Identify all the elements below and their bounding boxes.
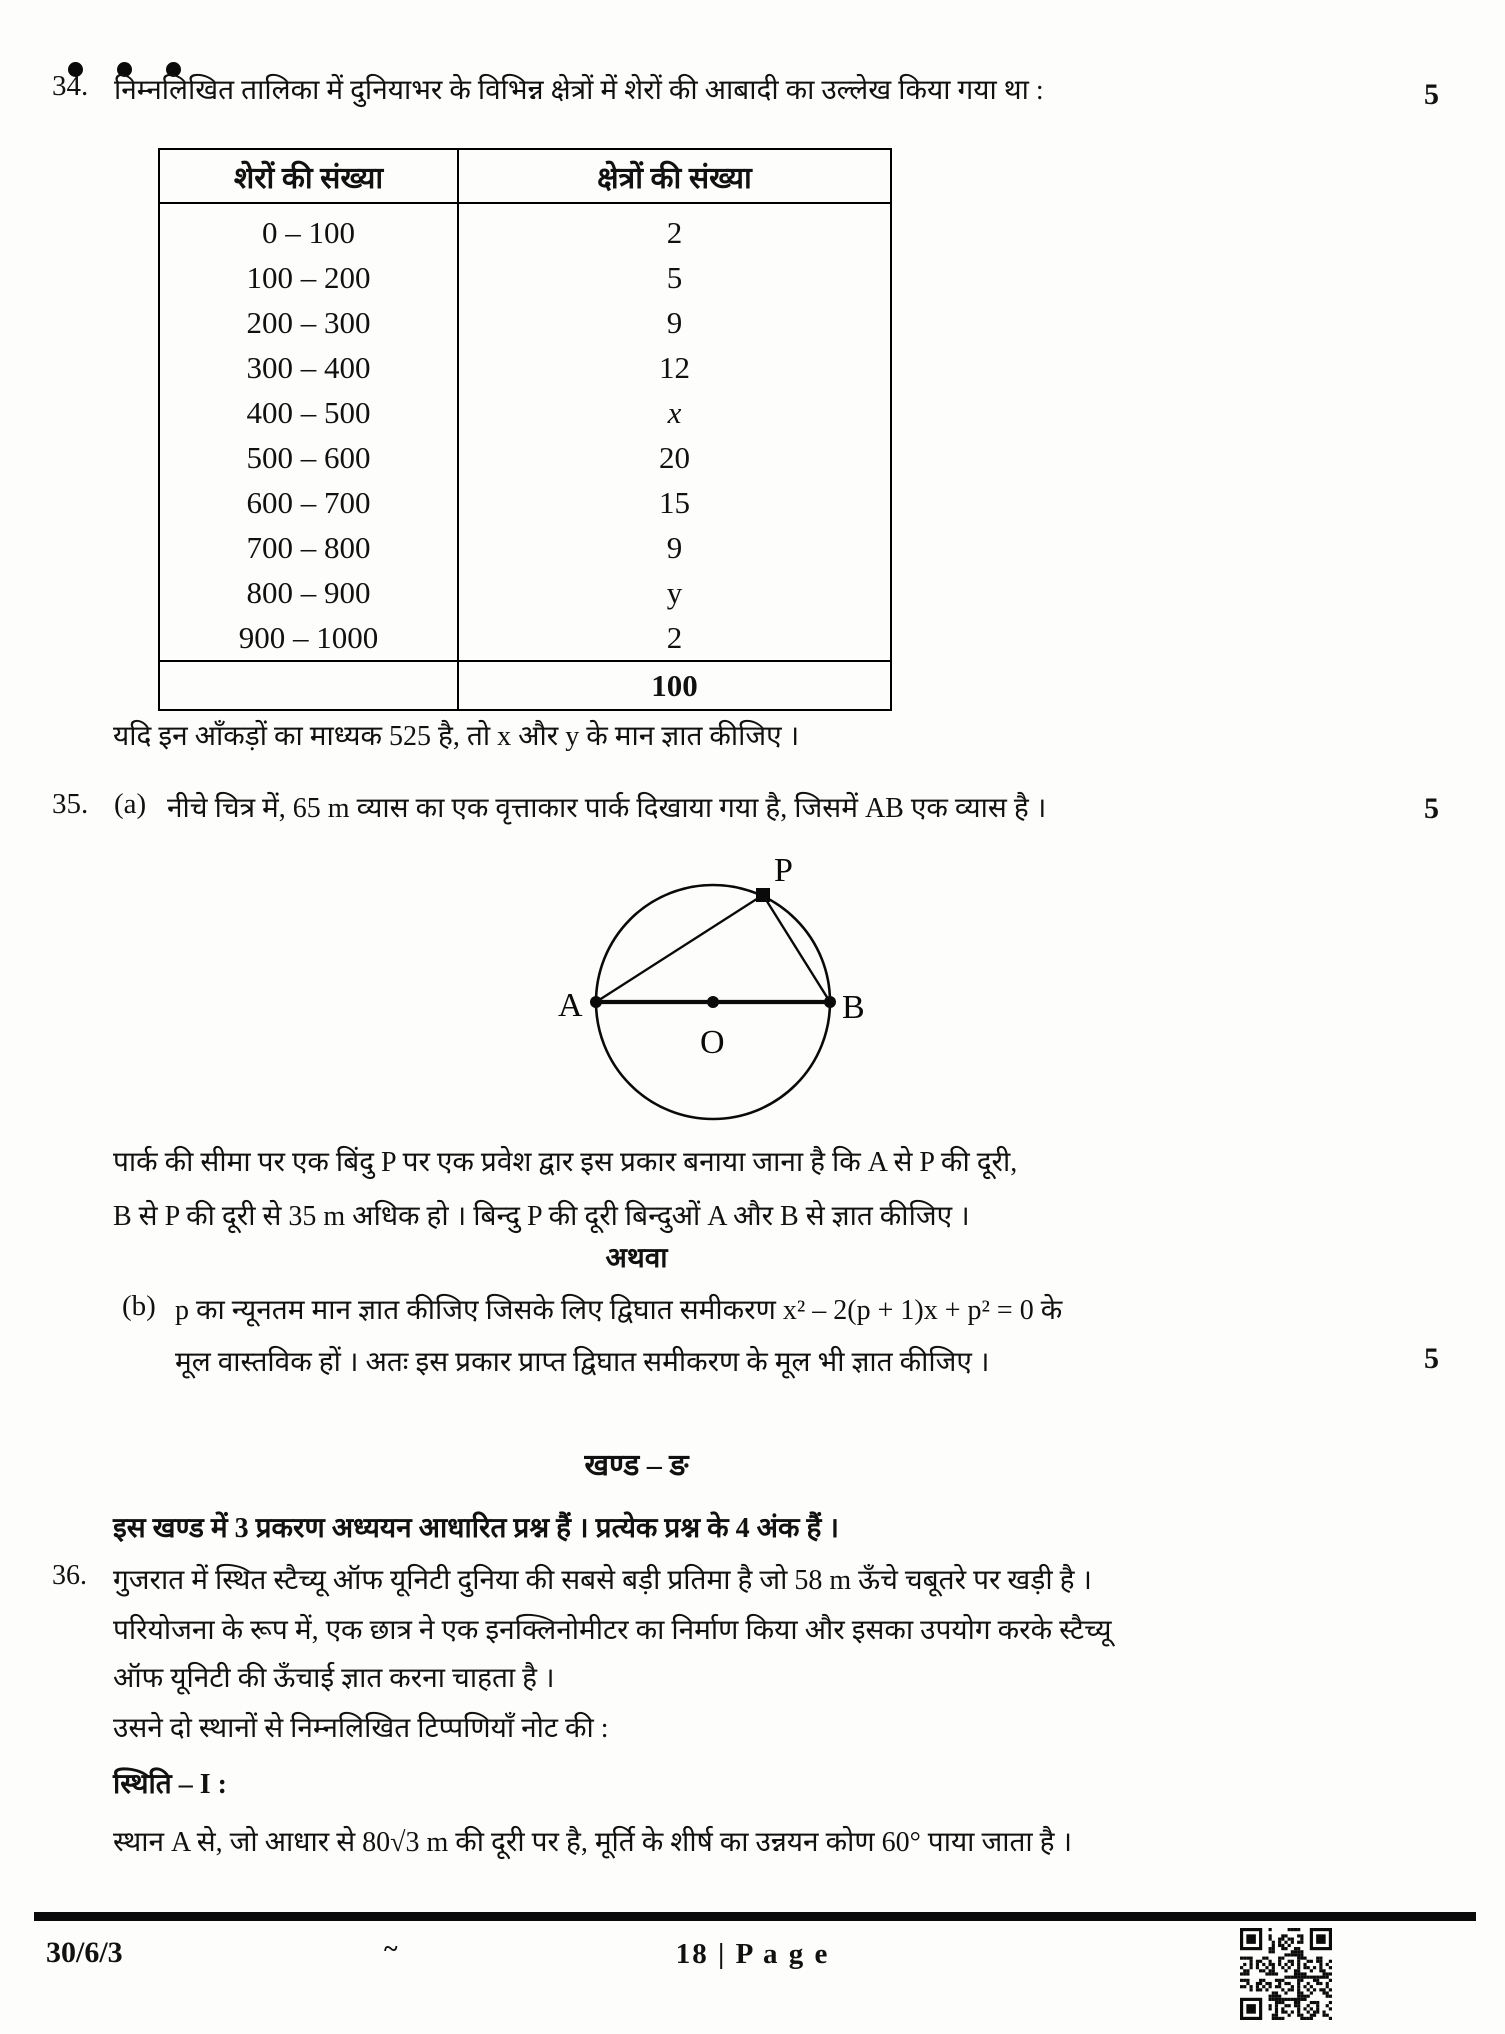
question-35a-para-line2: B से P की दूरी से 35 m अधिक हो । बिन्दु P की दूरी बिन्दुओं A और B से ज्ञात कीजिए । [113, 1201, 970, 1232]
question-35a [52, 788, 1046, 826]
footer-rule [34, 1912, 1476, 1921]
table-row [159, 300, 891, 345]
class-interval: 400 – 500 [246, 395, 371, 430]
frequency: 2 [458, 615, 891, 661]
question-36-line1: गुजरात में स्थित स्टैच्यू ऑफ यूनिटी दुनिया की सबसे बड़ी प्रतिमा है जो 58 m ऊँचे चबूतरे पर खड़ी है । [113, 1565, 1093, 1596]
page-number-label: 18 | P a g e [675, 1938, 830, 1970]
section-e-instruction: इस खण्ड में 3 प्रकरण अध्ययन आधारित प्रश्न हैं । प्रत्येक प्रश्न के 4 अंक हैं । [113, 1513, 840, 1544]
question-36-line4: उसने दो स्थानों से निम्नलिखित टिप्पणियाँ नोट की : [113, 1713, 609, 1744]
class-interval: 500 – 600 [246, 440, 371, 475]
question-35b-label: (b) [122, 1290, 156, 1322]
question-34-marks: 5 [1424, 78, 1439, 111]
chord-PB [763, 895, 830, 1002]
frequency: 9 [458, 525, 891, 570]
class-interval: 300 – 400 [246, 350, 371, 385]
footer-tilde: ~ [384, 1934, 398, 1963]
table-row [159, 203, 891, 255]
table-row [159, 390, 891, 435]
question-36-case1-label: स्थिति – I : [113, 1769, 227, 1800]
question-35a-marks: 5 [1424, 792, 1439, 825]
question-35b-line2: मूल वास्तविक हों । अतः इस प्रकार प्राप्त द्विघात समीकरण के मूल भी ज्ञात कीजिए । [175, 1347, 990, 1378]
frequency-x: x [458, 390, 891, 435]
point-A [590, 996, 602, 1008]
question-35b [122, 1290, 1062, 1380]
frequency: 9 [458, 300, 891, 345]
question-36-line3: ऑफ यूनिटी की ऊँचाई ज्ञात करना चाहता है । [113, 1663, 555, 1694]
qr-code-icon [1238, 1928, 1334, 2020]
question-35a-text: नीचे चित्र में, 65 m व्यास का एक वृत्ताकार पार्क दिखाया गया है, जिसमें AB एक व्यास है । [167, 793, 1047, 824]
qr-code [1238, 1928, 1334, 2020]
class-interval: 0 – 100 [262, 215, 355, 250]
question-35-number: 35. [52, 788, 89, 820]
qr-finder-top-right [1310, 1928, 1332, 1950]
frequency-table [158, 148, 892, 711]
table-row [159, 480, 891, 525]
class-interval: 100 – 200 [246, 260, 371, 295]
question-34-number: 34. [52, 70, 89, 102]
section-e-heading: खण्ड – ङ [584, 1449, 689, 1482]
frequency: 2 [458, 203, 891, 255]
label-A: A [558, 987, 583, 1024]
label-B: B [842, 989, 865, 1026]
chord-AP [596, 895, 763, 1002]
paper-code: 30/6/3 [46, 1936, 123, 1969]
label-O: O [700, 1024, 725, 1061]
frequency-y: y [458, 570, 891, 615]
table-row [159, 345, 891, 390]
table-row [159, 435, 891, 480]
qr-finder-top-left [1240, 1928, 1262, 1950]
question-35a-label: (a) [114, 788, 147, 820]
table-row [159, 570, 891, 615]
table-row [159, 255, 891, 300]
frequency: 5 [458, 255, 891, 300]
point-B [824, 996, 836, 1008]
question-34-followup: यदि इन आँकड़ों का माध्यक 525 है, तो x और y के मान ज्ञात कीजिए । [113, 721, 800, 752]
frequency: 12 [458, 345, 891, 390]
table-total-row [159, 661, 891, 710]
question-35a-para-line1: पार्क की सीमा पर एक बिंदु P पर एक प्रवेश द्वार इस प्रकार बनाया जाना है कि A से P की दूरी, [113, 1147, 1018, 1178]
question-36-case1-text: स्थान A से, जो आधार से 80√3 m की दूरी पर है, मूर्ति के शीर्ष का उन्नयन कोण 60° पाया जाता है । [113, 1827, 1073, 1858]
class-interval: 900 – 1000 [238, 620, 379, 655]
table-row [159, 525, 891, 570]
question-36-number: 36. [52, 1560, 87, 1591]
class-interval: 600 – 700 [246, 485, 371, 520]
class-interval: 700 – 800 [246, 530, 371, 565]
or-separator: अथवा [605, 1243, 668, 1274]
question-36-line2: परियोजना के रूप में, एक छात्र ने एक इनक्लिनोमीटर का निर्माण किया और इसका उपयोग करके स्टैच्यू [113, 1615, 1112, 1646]
question-34-text: निम्नलिखित तालिका में दुनियाभर के विभिन्न क्षेत्रों में शेरों की आबादी का उल्लेख किया गया था : [114, 75, 1044, 106]
question-35b-marks: 5 [1424, 1342, 1439, 1375]
table-header-row [159, 149, 891, 203]
question-35b-line1: p का न्यूनतम मान ज्ञात कीजिए जिसके लिए द्विघात समीकरण x² – 2(p + 1)x + p² = 0 के [175, 1295, 1063, 1326]
label-P: P [774, 855, 793, 889]
class-interval: 200 – 300 [246, 305, 371, 340]
total-empty-cell [159, 661, 458, 710]
table-header-lions: शेरों की संख्या [159, 149, 458, 203]
table-row [159, 615, 891, 661]
qr-finder-bottom-left [1240, 1998, 1262, 2020]
question-34 [52, 70, 1044, 108]
class-interval: 800 – 900 [246, 575, 371, 610]
circle-park-diagram [440, 855, 940, 1135]
total-frequency: 100 [458, 661, 891, 710]
frequency: 15 [458, 480, 891, 525]
table-header-regions: क्षेत्रों की संख्या [458, 149, 891, 203]
point-O [707, 996, 719, 1008]
frequency: 20 [458, 435, 891, 480]
point-P [756, 888, 770, 902]
